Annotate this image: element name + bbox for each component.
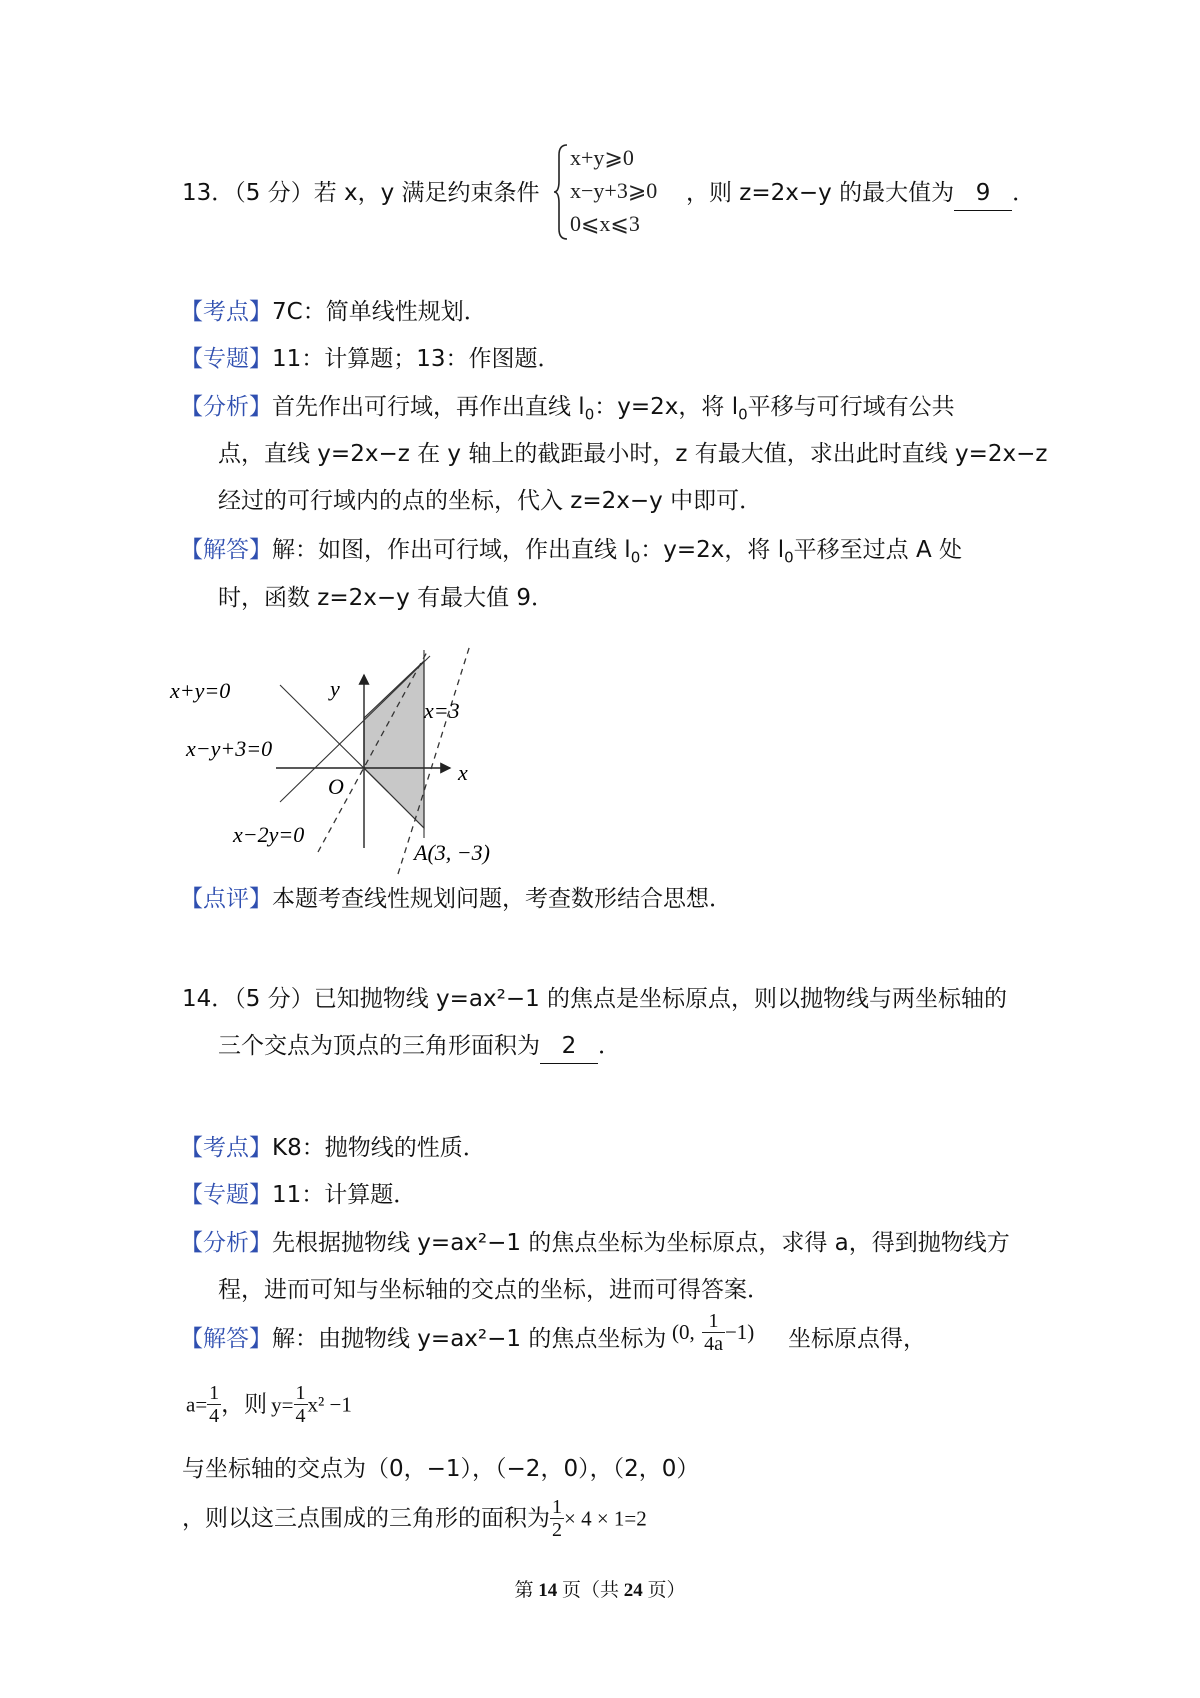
focus-frac-num: 1 — [702, 1310, 725, 1333]
then-text: ，则 — [221, 1391, 268, 1418]
footer-mid: 页（共 — [557, 1580, 624, 1601]
q13-stem — [182, 176, 540, 210]
label-x-minus-y-plus-3: x−y+3=0 — [186, 736, 273, 761]
focus-frac-den: 4a — [704, 1333, 723, 1355]
brace-icon — [553, 143, 569, 241]
label-x-plus-y: x+y=0 — [170, 678, 231, 703]
fenxi-tag-2: 【分析】 — [180, 1230, 272, 1256]
jieda-tag-2: 【解答】 — [180, 1326, 272, 1352]
kaodian-text: 7C：简单线性规划． — [272, 299, 487, 325]
zhuanti-tag-2: 【专题】 — [180, 1182, 272, 1208]
page-footer — [0, 1575, 1200, 1602]
q13-fenxi-1 — [180, 390, 955, 432]
label-origin: O — [328, 774, 344, 799]
fenxi-text-1c: 平移与可行域有公共 — [747, 394, 955, 420]
jieda-sub-1: 0 — [630, 548, 641, 567]
jieda-text-2a: 解：由抛物线 y=ax²−1 的焦点坐标为 — [272, 1326, 667, 1352]
page-number: 14 — [538, 1580, 558, 1601]
constraint-3: 0⩽x⩽3 — [570, 211, 640, 236]
label-x-minus-2y: x−2y=0 — [233, 822, 305, 847]
q13-fenxi-2: 点，直线 y=2x−z 在 y 轴上的截距最小时，z 有最大值，求出此时直线 y=2x−z — [218, 441, 1048, 467]
q13-fenxi-3: 经过的可行域内的点的坐标，代入 z=2x−y 中即可． — [218, 488, 763, 514]
q14-stem-2 — [218, 1029, 621, 1064]
q13-end: ． — [1012, 180, 1036, 206]
q13-zhuanti — [180, 342, 561, 376]
q13-dianping — [180, 882, 732, 916]
jieda-text-1b: ：y=2x，将 l — [640, 537, 785, 563]
area-frac-num: 1 — [552, 1496, 562, 1518]
q14-stem-2-text: 三个交点为顶点的三角形面积为 — [218, 1033, 540, 1059]
q14-intersections: 与坐标轴的交点为（0，−1），（−2，0），（2，0） — [182, 1456, 700, 1482]
fenxi-sub-2: 0 — [738, 405, 748, 424]
q14-answer: 2 — [540, 1029, 598, 1064]
fenxi-text-1a: 首先作出可行域，再作出直线 l — [272, 394, 585, 420]
fenxi-text-1b: ：y=2x，将 l — [594, 394, 739, 420]
zhuanti-tag: 【专题】 — [180, 346, 272, 372]
focus-pre: (0, — [672, 1320, 695, 1344]
q13-mid: ，则 z=2x−y 的最大值为 — [686, 180, 955, 206]
q14-area-line — [182, 1496, 647, 1541]
footer-post: 页） — [642, 1580, 686, 1601]
fenxi-sub-1: 0 — [584, 405, 595, 424]
q14-fenxi-1 — [180, 1226, 1010, 1260]
q14-kaodian — [180, 1131, 486, 1165]
constraint-2: x−y+3⩾0 — [570, 178, 658, 203]
y-eq: y= — [271, 1392, 294, 1417]
q13-answer: 9 — [954, 176, 1012, 211]
a-frac — [207, 1382, 221, 1427]
area-rest: × 4 × 1=2 — [564, 1506, 647, 1531]
label-point-a: A(3, −3) — [414, 840, 490, 865]
q14-jieda-1-end: 坐标原点得， — [788, 1326, 926, 1352]
y-frac-num: 1 — [295, 1382, 306, 1404]
constraint-1: x+y⩾0 — [570, 145, 634, 170]
q14-stem-1: 14．（5 分）已知抛物线 y=ax²−1 的焦点是坐标原点，则以抛物线与两坐标轴的 — [182, 986, 1008, 1012]
q13-stem-tail — [686, 176, 1035, 211]
zhuanti-text-2: 11：计算题． — [272, 1182, 417, 1208]
y-rest: x² −1 — [307, 1392, 352, 1417]
label-x-axis: x — [458, 760, 468, 785]
footer-pre: 第 — [514, 1580, 539, 1601]
area-pre: ，则以这三点围成的三角形的面积为 — [182, 1505, 550, 1532]
zhuanti-text: 11：计算题；13：作图题． — [272, 346, 561, 372]
label-y-axis: y — [330, 676, 340, 701]
focus-frac — [702, 1310, 725, 1355]
a-eq: a= — [186, 1392, 208, 1417]
page-total: 24 — [623, 1580, 643, 1601]
q14-end: ． — [598, 1033, 621, 1059]
q14-jieda-1 — [180, 1322, 666, 1356]
feasible-region-graph — [170, 630, 498, 870]
dianping-text: 本题考查线性规划问题，考查数形结合思想． — [272, 886, 732, 912]
q14-fenxi-2: 程，进而可知与坐标轴的交点的坐标，进而可得答案． — [218, 1277, 770, 1303]
q14-zhuanti — [180, 1178, 416, 1212]
a-frac-den: 4 — [209, 1405, 220, 1427]
focus-post: −1) — [724, 1320, 755, 1344]
feasible-region — [364, 661, 424, 828]
area-frac-den: 2 — [552, 1519, 562, 1541]
y-frac-den: 4 — [295, 1405, 306, 1427]
q14-a-line — [186, 1382, 352, 1427]
a-frac-num: 1 — [209, 1382, 220, 1404]
focus-formula — [672, 1310, 754, 1355]
kaodian-tag: 【考点】 — [180, 299, 272, 325]
kaodian-tag-2: 【考点】 — [180, 1135, 272, 1161]
jieda-text-1a: 解：如图，作出可行域，作出直线 l — [272, 537, 631, 563]
kaodian-text-2: K8：抛物线的性质． — [272, 1135, 486, 1161]
area-frac — [550, 1496, 564, 1541]
label-x-equals-3: x=3 — [424, 698, 460, 723]
jieda-tag: 【解答】 — [180, 537, 272, 563]
fenxi-tag: 【分析】 — [180, 394, 272, 420]
y-frac — [294, 1382, 308, 1427]
q13-kaodian — [180, 295, 487, 329]
jieda-text-1c: 平移至过点 A 处 — [793, 537, 962, 563]
q13-jieda-2: 时，函数 z=2x−y 有最大值 9． — [218, 585, 555, 611]
q13-jieda-1 — [180, 533, 962, 575]
jieda-sub-2: 0 — [784, 548, 794, 567]
fenxi-text-2a: 先根据抛物线 y=ax²−1 的焦点坐标为坐标原点，求得 a，得到抛物线方 — [272, 1230, 1010, 1256]
dianping-tag: 【点评】 — [180, 886, 272, 912]
q13-prefix: 13．（5 分）若 x，y 满足约束条件 — [182, 180, 540, 206]
